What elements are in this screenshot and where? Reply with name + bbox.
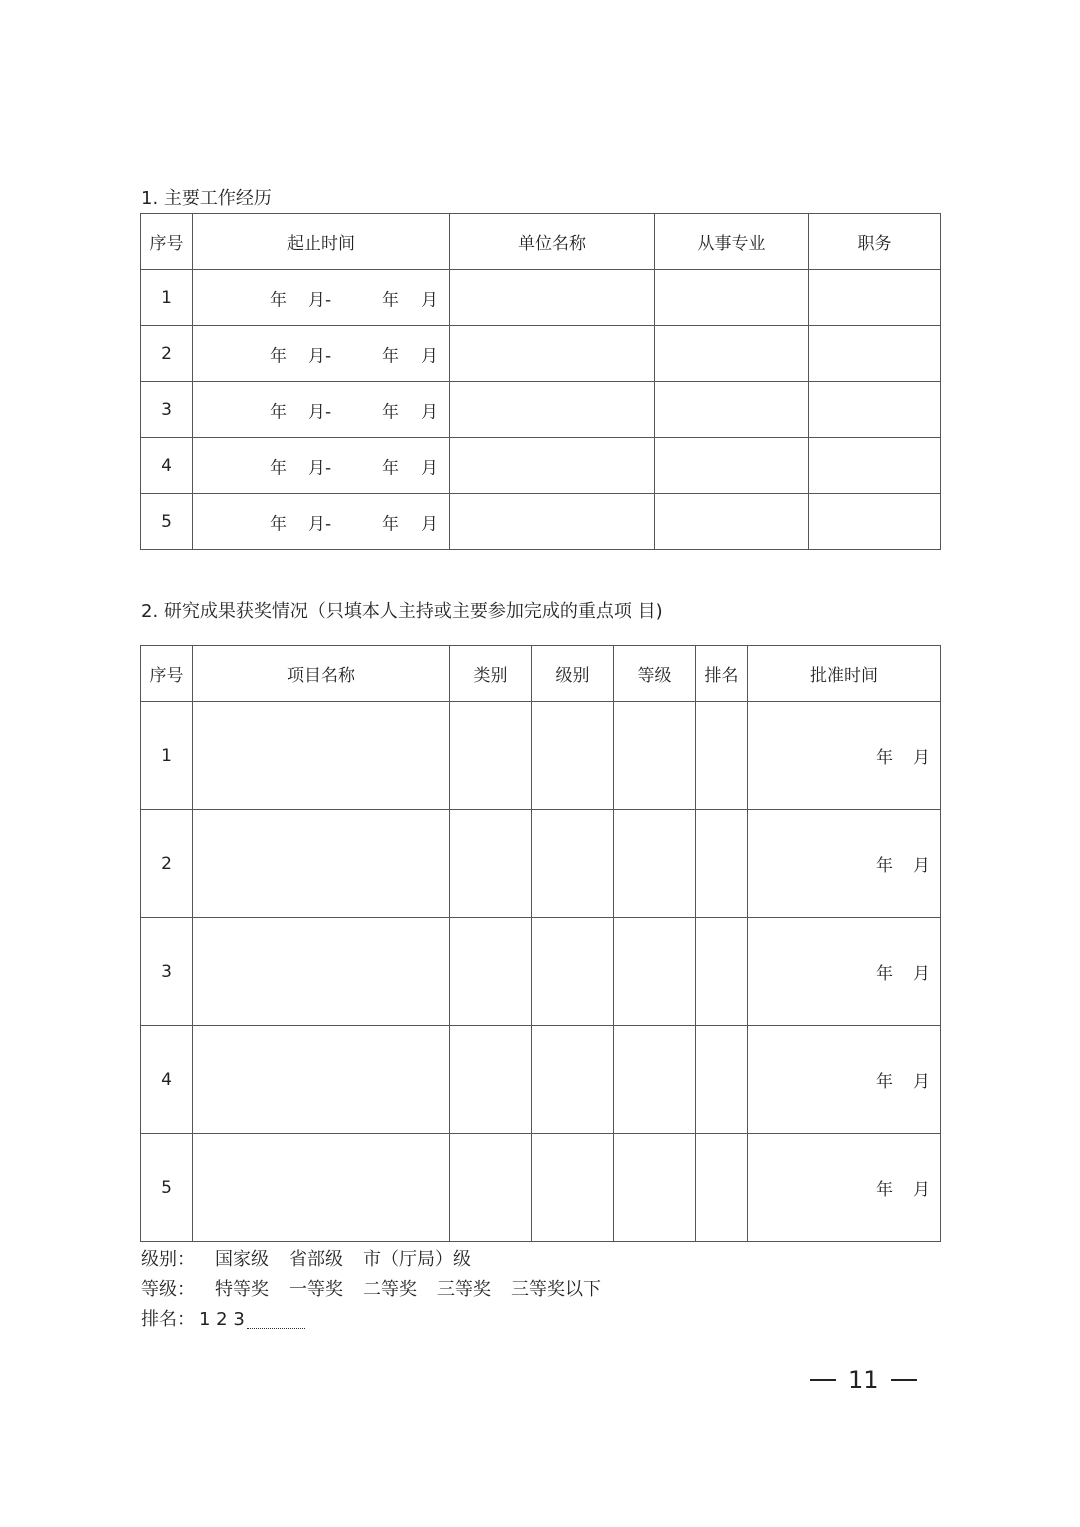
header-index: 序号 <box>141 214 193 270</box>
year-label: 年 <box>382 458 399 478</box>
row-index: 5 <box>141 1134 193 1242</box>
category-cell[interactable] <box>450 1134 532 1242</box>
header-category: 类别 <box>450 646 532 702</box>
work-history-table <box>140 213 941 550</box>
level-cell[interactable] <box>532 1134 614 1242</box>
year-label: 年 <box>382 290 399 310</box>
specialty-cell[interactable] <box>655 270 809 326</box>
month-label: 月 <box>913 964 930 984</box>
level-cell[interactable] <box>532 702 614 810</box>
table-row <box>141 1134 941 1242</box>
project-name-cell[interactable] <box>193 1134 450 1242</box>
header-period: 起止时间 <box>193 214 450 270</box>
rank-cell[interactable] <box>696 810 748 918</box>
row-index: 3 <box>141 918 193 1026</box>
grade-cell[interactable] <box>614 1134 696 1242</box>
awards-table <box>140 645 941 1242</box>
header-project-name: 项目名称 <box>193 646 450 702</box>
month-label: 月- <box>308 402 332 422</box>
position-cell[interactable] <box>809 270 941 326</box>
header-index: 序号 <box>141 646 193 702</box>
year-label: 年 <box>876 1180 893 1200</box>
dash-right <box>891 1379 917 1381</box>
month-label: 月 <box>421 346 438 366</box>
year-label: 年 <box>270 402 287 422</box>
grade-cell[interactable] <box>614 918 696 1026</box>
row-index: 1 <box>141 702 193 810</box>
row-index: 2 <box>141 810 193 918</box>
month-label: 月 <box>421 402 438 422</box>
rank-cell[interactable] <box>696 1026 748 1134</box>
grade-option: 特等奖 <box>215 1279 269 1300</box>
position-cell[interactable] <box>809 326 941 382</box>
project-name-cell[interactable] <box>193 918 450 1026</box>
specialty-cell[interactable] <box>655 382 809 438</box>
grade-cell[interactable] <box>614 810 696 918</box>
position-cell[interactable] <box>809 494 941 550</box>
row-index: 1 <box>141 270 193 326</box>
row-index: 4 <box>141 1026 193 1134</box>
specialty-cell[interactable] <box>655 494 809 550</box>
rank-cell[interactable] <box>696 1134 748 1242</box>
employer-cell[interactable] <box>450 382 655 438</box>
period-cell[interactable] <box>193 326 450 382</box>
year-label: 年 <box>876 1072 893 1092</box>
level-option: 国家级 <box>215 1249 269 1270</box>
header-specialty: 从事专业 <box>655 214 809 270</box>
month-label: 月 <box>913 748 930 768</box>
month-label: 月 <box>421 290 438 310</box>
year-label: 年 <box>270 458 287 478</box>
page-number <box>798 1366 929 1394</box>
table-row <box>141 918 941 1026</box>
approval-date-cell[interactable] <box>748 1134 941 1242</box>
table-row <box>141 382 941 438</box>
employer-cell[interactable] <box>450 326 655 382</box>
rank-note <box>141 1305 601 1335</box>
table-row <box>141 270 941 326</box>
year-label: 年 <box>270 514 287 534</box>
employer-cell[interactable] <box>450 270 655 326</box>
header-rank: 排名 <box>696 646 748 702</box>
project-name-cell[interactable] <box>193 1026 450 1134</box>
level-option: 省部级 <box>289 1249 343 1270</box>
grade-option: 二等奖 <box>363 1279 417 1300</box>
level-cell[interactable] <box>532 810 614 918</box>
employer-cell[interactable] <box>450 438 655 494</box>
category-cell[interactable] <box>450 810 532 918</box>
header-employer: 单位名称 <box>450 214 655 270</box>
month-label: 月- <box>308 458 332 478</box>
section1-title: 1. 主要工作经历 <box>141 188 272 209</box>
period-cell[interactable] <box>193 494 450 550</box>
rank-label: 排名： <box>141 1309 195 1330</box>
header-position: 职务 <box>809 214 941 270</box>
year-label: 年 <box>876 964 893 984</box>
dotted-leader <box>247 1327 305 1329</box>
table-row <box>141 326 941 382</box>
header-approval-date: 批准时间 <box>748 646 941 702</box>
table-row <box>141 494 941 550</box>
header-level: 级别 <box>532 646 614 702</box>
row-index: 2 <box>141 326 193 382</box>
month-label: 月- <box>308 346 332 366</box>
row-index: 4 <box>141 438 193 494</box>
year-label: 年 <box>270 346 287 366</box>
dash-left <box>810 1379 836 1381</box>
employer-cell[interactable] <box>450 494 655 550</box>
month-label: 月 <box>913 856 930 876</box>
rank-cell[interactable] <box>696 918 748 1026</box>
year-label: 年 <box>876 856 893 876</box>
specialty-cell[interactable] <box>655 438 809 494</box>
project-name-cell[interactable] <box>193 702 450 810</box>
category-cell[interactable] <box>450 918 532 1026</box>
month-label: 月- <box>308 290 332 310</box>
level-option: 市（厅局）级 <box>363 1249 471 1270</box>
position-cell[interactable] <box>809 382 941 438</box>
rank-cell[interactable] <box>696 702 748 810</box>
grade-option: 一等奖 <box>289 1279 343 1300</box>
notes <box>141 1245 601 1335</box>
period-cell[interactable] <box>193 438 450 494</box>
year-label: 年 <box>270 290 287 310</box>
rank-value: 1 2 3 <box>199 1309 245 1330</box>
table-row <box>141 702 941 810</box>
level-cell[interactable] <box>532 1026 614 1134</box>
grade-option: 三等奖 <box>437 1279 491 1300</box>
level-cell[interactable] <box>532 918 614 1026</box>
category-cell[interactable] <box>450 702 532 810</box>
position-cell[interactable] <box>809 438 941 494</box>
category-cell[interactable] <box>450 1026 532 1134</box>
table-header-row <box>141 646 941 702</box>
period-cell[interactable] <box>193 382 450 438</box>
month-label: 月 <box>421 514 438 534</box>
month-label: 月 <box>913 1072 930 1092</box>
project-name-cell[interactable] <box>193 810 450 918</box>
grade-cell[interactable] <box>614 1026 696 1134</box>
month-label: 月 <box>421 458 438 478</box>
page-number-text: 11 <box>848 1366 879 1394</box>
month-label: 月 <box>913 1180 930 1200</box>
approval-date-cell[interactable] <box>748 702 941 810</box>
section2-title: 2. 研究成果获奖情况（只填本人主持或主要参加完成的重点项 目) <box>141 601 663 622</box>
year-label: 年 <box>382 514 399 534</box>
year-label: 年 <box>382 402 399 422</box>
year-label: 年 <box>876 748 893 768</box>
row-index: 5 <box>141 494 193 550</box>
table-header-row <box>141 214 941 270</box>
grade-label: 等级： <box>141 1279 195 1300</box>
level-label: 级别： <box>141 1249 195 1270</box>
approval-date-cell[interactable] <box>748 810 941 918</box>
level-note <box>141 1245 601 1275</box>
approval-date-cell[interactable] <box>748 1026 941 1134</box>
table-row <box>141 810 941 918</box>
period-cell[interactable] <box>193 270 450 326</box>
approval-date-cell[interactable] <box>748 918 941 1026</box>
month-label: 月- <box>308 514 332 534</box>
year-label: 年 <box>382 346 399 366</box>
table-row <box>141 1026 941 1134</box>
grade-note <box>141 1275 601 1305</box>
row-index: 3 <box>141 382 193 438</box>
header-grade: 等级 <box>614 646 696 702</box>
table-row <box>141 438 941 494</box>
grade-cell[interactable] <box>614 702 696 810</box>
grade-option: 三等奖以下 <box>511 1279 601 1300</box>
specialty-cell[interactable] <box>655 326 809 382</box>
